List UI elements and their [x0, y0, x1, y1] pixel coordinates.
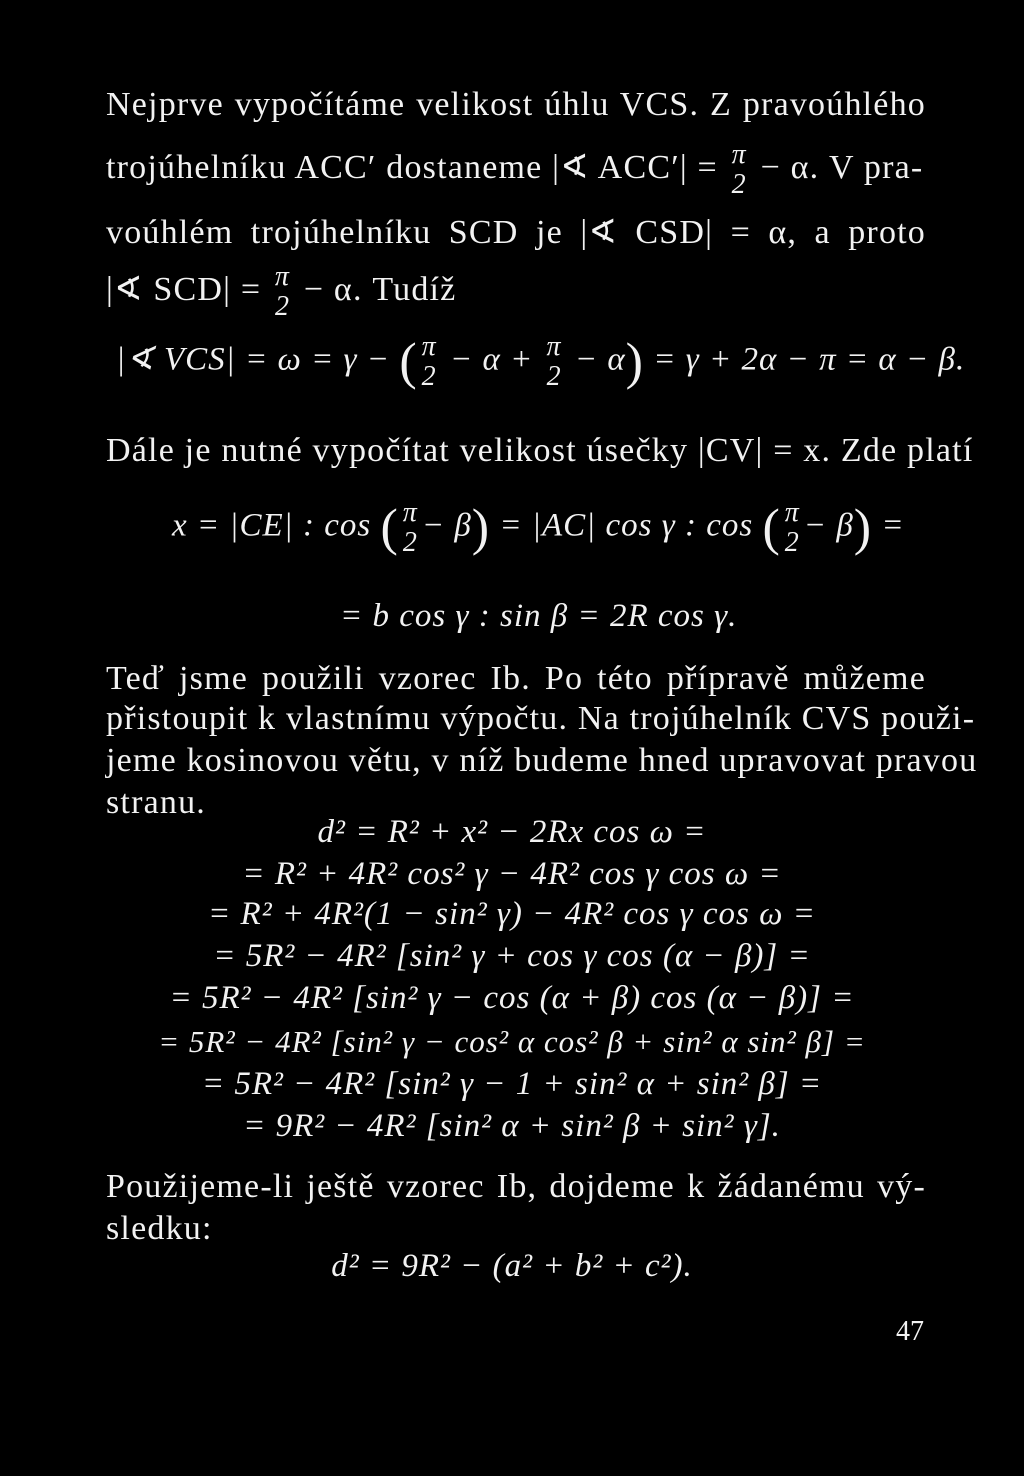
- equation2-part-c: = |AC| cos γ : cos: [499, 507, 754, 544]
- fraction-pi-over-2: [275, 262, 290, 322]
- paragraph3-line2: přistoupit k vlastnímu výpočtu. Na trojúhelník CVS použi-: [106, 700, 976, 737]
- paragraph4-line2: sledku:: [106, 1210, 213, 1247]
- right-paren: ): [853, 499, 873, 557]
- derivation-line: = 5R² − 4R² [sin² γ − 1 + sin² α + sin² β] =: [201, 1066, 823, 1102]
- fraction-numerator: π: [731, 139, 747, 170]
- paragraph3-line3: jeme kosinovou větu, v níž budeme hned upravovat pravou: [106, 742, 978, 779]
- fraction-pi-over-2: [422, 332, 437, 392]
- equation2-part-b: − β: [421, 507, 472, 544]
- left-paren: (: [762, 499, 781, 557]
- derivation-line: = 5R² − 4R² [sin² γ + cos γ cos (α − β)] =: [213, 938, 811, 974]
- paragraph1-line2: [106, 140, 926, 200]
- final-equation: d² = 9R² − (a² + b² + c²).: [331, 1248, 693, 1284]
- derivation-line: d² = R² + x² − 2Rx cos ω =: [317, 814, 707, 850]
- paragraph1-line4-start: |∢ SCD| =: [106, 270, 262, 308]
- equation2-part-d: − β: [803, 507, 854, 544]
- fraction-denominator: 2: [274, 291, 291, 322]
- fraction-denominator: 2: [546, 361, 562, 392]
- derivation-line: = R² + 4R²(1 − sin² γ) − 4R² cos γ cos ω =: [208, 896, 816, 932]
- fraction-numerator: π: [546, 331, 562, 362]
- fraction-pi-over-2: [403, 498, 418, 558]
- equation1-mid: − α +: [449, 341, 534, 378]
- page-number: 47: [896, 1316, 924, 1347]
- equation-angle-vcs: [116, 332, 965, 392]
- right-paren: ): [625, 333, 644, 391]
- derivation-line: = 9R² − 4R² [sin² α + sin² β + sin² γ].: [243, 1108, 781, 1144]
- paragraph3-line4: stranu.: [106, 784, 206, 821]
- fraction-pi-over-2: [547, 332, 562, 392]
- paragraph1-line2-end: − α. V pra-: [760, 148, 924, 186]
- fraction-denominator: 2: [402, 527, 418, 558]
- equation1-lhs: |∢ VCS| = ω = γ −: [116, 341, 391, 378]
- paragraph1-line4-end: − α. Tudíž: [303, 270, 457, 308]
- paragraph1-line3: voúhlém trojúhelníku SCD je |∢ CSD| = α, a proto: [106, 214, 926, 251]
- left-paren: (: [380, 499, 399, 557]
- derivation-line: = 5R² − 4R² [sin² γ − cos (α + β) cos (α − β)] =: [169, 980, 855, 1016]
- derivation-line: = 5R² − 4R² [sin² γ − cos² α cos² β + sin² α sin² β] =: [158, 1024, 866, 1059]
- fraction-numerator: π: [402, 497, 418, 528]
- fraction-numerator: π: [784, 497, 800, 528]
- equation2-part-a: x = |CE| : cos: [172, 507, 372, 544]
- fraction-denominator: 2: [731, 169, 747, 200]
- equation2-part-e: =: [881, 507, 905, 544]
- paragraph1-line1: Nejprve vypočítáme velikost úhlu VCS. Z pravoúhlého: [106, 86, 926, 123]
- paragraph1-line2-start: trojúhelníku ACC′ dostaneme |∢ ACC′| =: [106, 148, 718, 186]
- fraction-numerator: π: [421, 331, 437, 362]
- paragraph4-line1: Použijeme-li ještě vzorec Ib, dojdeme k žádanému vý-: [106, 1168, 926, 1205]
- equation-x-length: [172, 498, 905, 558]
- paragraph3-line1: Teď jsme použili vzorec Ib. Po této přípravě můžeme: [106, 660, 926, 697]
- fraction-denominator: 2: [784, 527, 800, 558]
- equation1-rhs: = γ + 2α − π = α − β.: [653, 341, 966, 378]
- left-paren: (: [399, 333, 418, 391]
- paragraph2-line1: Dále je nutné vypočítat velikost úsečky |CV| = x. Zde platí: [106, 432, 974, 469]
- equation2-line2: = b cos γ : sin β = 2R cos γ.: [340, 598, 738, 634]
- equation1-tail: − α: [574, 341, 626, 378]
- right-paren: ): [471, 499, 491, 557]
- derivation-line: = R² + 4R² cos² γ − 4R² cos γ cos ω =: [242, 856, 782, 892]
- paragraph1-line4: [106, 262, 926, 322]
- fraction-denominator: 2: [421, 361, 437, 392]
- fraction-pi-over-2: [732, 140, 747, 200]
- fraction-numerator: π: [274, 261, 291, 292]
- fraction-pi-over-2: [785, 498, 800, 558]
